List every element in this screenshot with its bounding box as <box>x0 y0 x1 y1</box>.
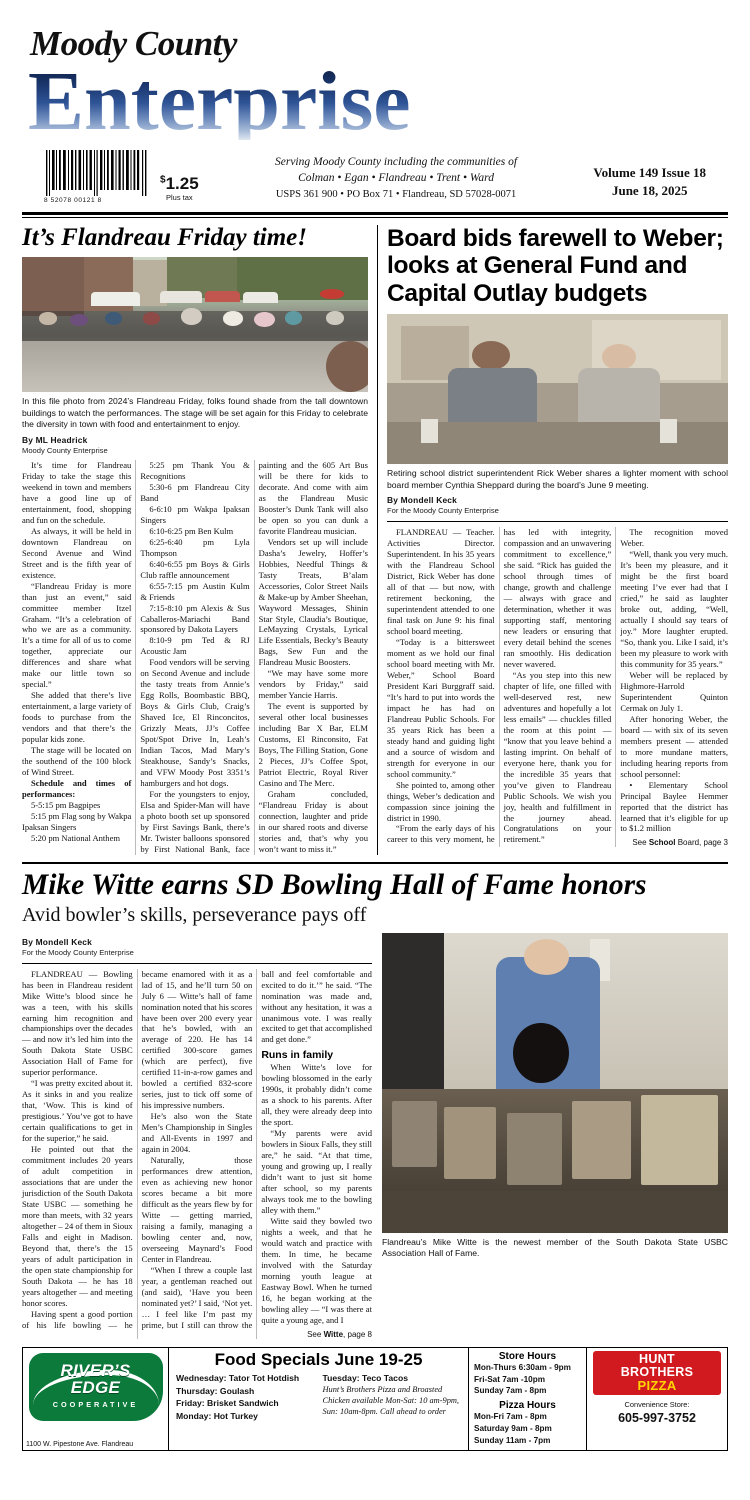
paragraph: When Witte’s love for bowling blossomed in the early 1990s, it probably didn’t come as a shock to his parents. After all, they were already deep into the sport. <box>261 1062 372 1128</box>
paragraph: Weber will be replaced by Highmore-Harrold Superintendent Quinton Cermak on July 1. <box>620 669 728 713</box>
school-board-byline: By Mondell Keck <box>387 495 458 506</box>
paragraph: Graham concluded, “Flandreau Friday is about connection, laughter and pride in our shared roots and diverse stories and, that’s why you won’t want to miss it.” <box>258 789 368 854</box>
paragraph: “My parents were avid bowlers in Sioux Falls, they still are,” he said. “At that time, young and growing up, I really didn’t want to just sit home after school, so my parents always took me to the bowling alley with them.” <box>261 1128 372 1216</box>
volume-block <box>593 164 728 200</box>
witte-photo <box>382 933 728 1233</box>
paragraph: The event is supported by several other local businesses including Bar X Bar, ELM Customs, El Rinconsito, Fat Boys, The Filling Station, Gone 2 Pieces, JJ’s Coffee Spot, Patriot Electric, Royal River Casino and The Merc. <box>258 701 368 789</box>
paragraph: FLANDREAU — Bowling has been in Flandreau resident Mike Witte’s blood since he was a teen, with his skills earning him recognition and championships over the decades — and now it’s led him into the South Dakota State USBC Association Hall of Fame for superior performance. <box>22 968 133 1078</box>
schedule-item: 6:25-6:40 pm Lyla Thompson <box>140 536 250 558</box>
rivers-edge-logo <box>23 1348 168 1439</box>
store-hours-line: Fri-Sat 7am -10pm <box>474 1374 545 1384</box>
pizza-hours-line: Sunday 11am - 7pm <box>474 1436 551 1446</box>
special-item-tuesday: Tuesday: Teco Tacos <box>322 1373 408 1384</box>
paragraph: “We may have some more vendors by Friday,” said member Yancie Harris. <box>258 668 368 701</box>
flandreau-friday-caption: In this file photo from 2024’s Flandreau Friday, folks found shade from the tall downtown buildings to watch the performances. The stage will be set again for this Friday to celebrate the diversity in town with food and entertainment to enjoy. <box>22 396 368 430</box>
paragraph: Naturally, those performances drew attention, even as achieving new honor scores became a bit more difficult as the years flew by for Witte — getting married, raising a family, managing a bowling center and, now, overseeing Maynard’s Food Center in Flandreau. <box>141 1155 253 1264</box>
flandreau-friday-byline: By ML Headrick <box>22 435 88 446</box>
schedule-item: 5:30-6 pm Flandreau City Band <box>140 481 250 503</box>
jump-prefix: See <box>632 838 649 848</box>
hunt-logo-line3: PIZZA <box>637 1377 677 1393</box>
school-board-photo <box>387 314 728 464</box>
paragraph: He pointed out that the commitment includes 20 years of adult competition in associations that are under the jurisdiction of the South Dakota State USBC — something he more than meets, with 32 years altogether – 24 of them in Sioux Falls and eight in Madison. Beyond that, there’s the 15 years of adult participation in the open state championship for South Dakota — he has 18 years altogether — and meeting honor scores. <box>22 1144 133 1308</box>
pizza-hours-line: Saturday 9am - 8pm <box>474 1424 552 1434</box>
article-mike-witte <box>22 870 728 1339</box>
witte-headline: Mike Witte earns SD Bowling Hall of Fame honors <box>22 868 647 901</box>
flandreau-friday-byline-org: Moody County Enterprise <box>22 446 108 456</box>
price-value: 1.25 <box>165 174 199 194</box>
serving-line-3: USPS 361 900 • PO Box 71 • Flandreau, SD 57028-0071 <box>275 188 517 200</box>
school-board-headline: Board bids farewell to Weber; looks at General Fund and Capital Outlay budgets <box>387 224 724 307</box>
witte-byline-rule <box>22 963 372 964</box>
paragraph: “Well, thank you very much. It’s been my pleasure, and it might be the first board meeting I’ve ever had that I cried,” he said as laughter broke out, adding, “Well, actually I should say tears of joy.” More laughter erupted. “So, thank you. Like I said, it’s been my pleasure to work with this community for 35 years.” <box>620 549 728 669</box>
school-board-byline-rule <box>387 521 728 522</box>
paragraph: “Today is a bittersweet moment as we hold our final school board meeting with Mr. Weber,” School Board President Kari Burggraff said. “It’s hard to put into words the impact he has had on Flandreau Public Schools. For 35 years Rick has been a steady hand and guiding light and a source of wisdom and strength for everyone in our school community.” <box>387 637 495 779</box>
pizza-hours-title: Pizza Hours <box>499 1400 556 1412</box>
price-block <box>160 175 199 202</box>
flandreau-friday-body <box>22 460 368 855</box>
rivers-edge-name-line2: EDGE <box>70 1378 121 1397</box>
convenience-store-label: Convenience Store: <box>624 1399 690 1409</box>
barcode <box>44 150 148 204</box>
paragraph: She added that there’s live entertainment, a large variety of foods to purchase from the vendors and that there’s the popular kids zone. <box>22 690 132 745</box>
paragraph: As always, it will be held in downtown Flandreau on Second Avenue and Wind Street and is the fifth year of existence. <box>22 525 132 580</box>
price-tax-note: Plus tax <box>165 193 193 203</box>
witte-jumpline[interactable] <box>261 1330 372 1339</box>
paragraph: The recognition moved Weber. <box>620 527 728 549</box>
schedule-item: 5:20 pm National Anthem <box>31 832 121 843</box>
hunt-logo-line2: BROTHERS <box>620 1364 694 1379</box>
flandreau-friday-headline: It’s Flandreau Friday time! <box>22 223 307 251</box>
special-item: Monday: Hot Turkey <box>176 1410 258 1421</box>
schedule-item: 5-5:15 pm Bagpipes <box>31 799 101 810</box>
schedule-heading: Schedule and times of performances: <box>22 778 132 799</box>
phone-number[interactable]: 605-997-3752 <box>618 1410 696 1425</box>
volume-issue: Volume 149 Issue 18 <box>593 164 706 180</box>
serving-block <box>209 155 584 202</box>
special-item: Thursday: Goulash <box>176 1385 255 1396</box>
schedule-item: 6:55-7:15 pm Austin Kulm & Friends <box>140 580 250 602</box>
paragraph: After honoring Weber, the board — with six of its seven members present — attended to more mundane matters, including hearing reports from school personnel: <box>620 713 728 779</box>
witte-body <box>22 969 372 1339</box>
schedule-item: 6:40-6:55 pm Boys & Girls Club raffle announcement <box>140 558 250 580</box>
hunt-brothers-logo <box>593 1351 721 1395</box>
paragraph: “From the early days of his career to this very moment, he has led with integrity, compassion and an unwavering commitment to excellence,” she said. “Rick has guided the school through times of change, growth and challenge — always with grace and determination, whether it was supporting staff, mentoring new leaders or ensuring that every detail behind the scenes ran smoothly. His dedication never wavered. <box>387 527 612 845</box>
paragraph: She pointed to, among other things, Weber’s dedication and compassion since joining the district in 1990. <box>387 779 495 823</box>
witte-caption: Flandreau’s Mike Witte is the newest member of the South Dakota State USBC Association Hall of Fame. <box>381 1236 728 1259</box>
ad-hunt-brothers-panel <box>587 1348 727 1450</box>
jump-bold: School <box>648 838 676 848</box>
paragraph: For the youngsters to enjoy, Elsa and Spider-Man will have a photo booth set up sponsored by First Savings Bank, there’s Mr. Twister balloons sponsored by First National Bank, face painting and the 605 Art Bus will be there for kids to decorate. And come with aim as the Flandreau Music Booster’s Dunk Tank will also be open so you can dunk a favorite Flandreau musician. <box>140 459 368 854</box>
special-item: Friday: Brisket Sandwich <box>176 1398 279 1409</box>
masthead <box>22 0 728 210</box>
witte-section-heading: Runs in family <box>261 1049 334 1062</box>
witte-byline-org: For the Moody County Enterprise <box>22 947 134 957</box>
paragraph: “As you step into this new chapter of life, one filled with well-deserved rest, new adventures and hopefully a lot less emails” — chuckles filled the room at this point — “know that you leave behind a lasting imprint. On behalf of everyone here, thank you for the incredible 35 years that you’ve given to Flandreau Public Schools. We wish you joy, health and fulfillment in the journey ahead. Congratulations on your retirement.” <box>503 669 612 845</box>
price-currency: $ <box>160 174 166 186</box>
ad-hours-panel <box>469 1348 587 1450</box>
rivers-edge-address: 1100 W. Pipestone Ave. Flandreau <box>26 1440 134 1448</box>
article-flandreau-friday <box>22 225 378 855</box>
food-specials-left-column <box>176 1372 315 1422</box>
paragraph: “Flandreau Friday is more than just an event,” said committee member Itzel Graham. “It’s a celebration of who we are as a community. It’s a time for all of us to come together, appreciate our differences and share what make our little town so special.” <box>22 580 132 690</box>
hunt-logo-line1: HUNT <box>639 1352 675 1367</box>
paragraph: FLANDREAU — Teacher. Activities Director. Superintendent. In his 35 years with the Flandreau School District, Rick Weber has done all of that — but now, with retirement beckoning, the superintendent attended to one final task on June 9: his final school board meeting. <box>387 527 495 637</box>
barcode-icon <box>44 150 148 196</box>
witte-content-row <box>22 933 728 1339</box>
rivers-edge-wordmark <box>23 1362 168 1397</box>
witte-byline: By Mondell Keck <box>22 936 93 947</box>
paragraph: “I was pretty excited about it. As it sinks in and you realize that, ‘Wow. This is kind of prestigious.’ You’ve got to have certain qualifications to get in for the superior,” he said. <box>22 1078 133 1144</box>
barcode-digits: 8 52078 00121 8 <box>44 197 102 205</box>
school-board-byline-org: For the Moody County Enterprise <box>387 506 499 516</box>
masthead-rule-thick <box>22 212 728 215</box>
schedule-item: 6:10-6:25 pm Ben Kulm <box>149 525 234 536</box>
schedule-item: 7:15-8:10 pm Alexis & Sus Caballeros-Mariachi Band sponsored by Dakota Layers <box>140 602 250 635</box>
section-divider-1 <box>22 862 728 864</box>
jump-suffix: Board, page 3 <box>675 838 728 848</box>
jump-prefix: See <box>307 1329 324 1339</box>
masthead-overline: Moody County <box>30 24 237 63</box>
jump-suffix: , page 8 <box>343 1329 372 1339</box>
serving-line-2: Colman • Egan • Flandreau • Trent • Ward <box>298 172 494 184</box>
school-board-caption: Retiring school district superintendent Rick Weber shares a lighter moment with school board member Cynthia Sheppard during the board’s June 9 meeting. <box>387 468 728 490</box>
flandreau-friday-photo <box>22 257 368 392</box>
schedule-item: 6-6:10 pm Wakpa Ipaksan Singers <box>140 503 250 525</box>
paragraph: • Elementary School Principal Baylee Hemmer reported that the district has learned that it’s eligible for up to $1.2 million <box>620 779 728 834</box>
top-section <box>22 225 728 855</box>
store-hours-title: Store Hours <box>498 1350 557 1362</box>
paragraph: “When I threw a couple last year, a gentleman reached out (and said), ‘Have you been nominated yet?’ I said, ‘Not yet. … I feel like I’m past my prime, but I still can throw the ball and feel comfortable and excited to do it.’” he said. “The nomination was made and, without any hesitation, it was a unanimous vote. I was really excited to get that accomplished and get done.” <box>141 968 372 1330</box>
masthead-info-bar <box>22 150 728 210</box>
witte-text-block <box>22 933 372 1339</box>
paragraph: Having spent a good portion of his life bowling — he became enamored with it as a lad of 15, and he’ll turn 50 on July 6 — Witte’s hall of fame nomination noted that his scores have been over 200 every year that he’s bowled, with an average of 220. He has 14 certified 300-score games (which are perfect), five certified 11-in-a-row games and bowled a certified 832-score series, just to tick off some of his impressive numbers. <box>22 968 253 1330</box>
advertisement-rivers-edge[interactable] <box>22 1347 728 1451</box>
pizza-hours-line: Mon-Fri 7am - 8pm <box>474 1412 547 1422</box>
ad-food-specials <box>169 1348 469 1450</box>
schedule-item: 5:15 pm Flag song by Wakpa Ipaksan Singers <box>22 810 132 832</box>
food-specials-columns <box>176 1372 461 1422</box>
witte-photo-block <box>382 933 728 1339</box>
paragraph: It’s time for Flandreau Friday to take the stage this weekend in town and members have a good line up of entertainment, food, shopping and fun on the schedule. <box>22 459 132 525</box>
store-hours-line: Sunday 7am - 8pm <box>474 1386 547 1396</box>
schedule-item: 5:25 pm Thank You & Recognitions <box>140 459 250 481</box>
serving-line-1: Serving Moody County including the communities of <box>274 156 518 169</box>
schedule-item: 8:10-9 pm Ted & RJ Acoustic Jam <box>140 635 250 657</box>
paragraph: He’s also won the State Men’s Championship in Singles and All-Events in 1997 and again in 2004. <box>141 1111 253 1155</box>
school-board-jumpline[interactable] <box>620 838 728 847</box>
masthead-rule-thin <box>22 217 728 218</box>
school-board-body <box>387 527 728 847</box>
paragraph: The stage will be located on the southend of the 100 block of Wind Street. <box>22 745 132 778</box>
ad-rivers-edge-logo-panel <box>23 1348 169 1450</box>
issue-date: June 18, 2025 <box>611 183 688 199</box>
rivers-edge-name-line1: RIVER’S <box>60 1360 131 1380</box>
food-specials-right-column <box>323 1372 462 1422</box>
store-hours-line: Mon-Thurs 6:30am - 9pm <box>474 1362 571 1372</box>
rivers-edge-coop-label: COOPERATIVE <box>52 1399 139 1409</box>
jump-bold: Witte <box>323 1329 344 1339</box>
special-note: Hunt’s Brothers Pizza and Broasted Chicken available Mon-Sat: 10 am-9pm, Sun: 10am-8pm. Call ahead to order <box>322 1384 460 1416</box>
paragraph: Witte said they bowled two nights a week, and that he would watch and practice with them. In time, he became involved with the Saturday morning youth league at Eastway Bowl. When he turned 16, he began working at the bowling alley — “I was there at quite a young age, and I <box>261 1215 372 1325</box>
article-school-board <box>378 225 728 855</box>
witte-subheadline: Avid bowler’s skills, perseverance pays off <box>22 903 367 926</box>
paragraph: Food vendors will be serving on Second Avenue and include the tasty treats from Annie’s Egg Rolls, Boombastic BBQ, Boys & Girls Club, Craig’s Shaved Ice, El Rinconcitos, Grizzly Meats, JJ’s Coffee Spot/Spot Drive In, Leah’s Indian Tacos, Mad Mary’s Steakhouse, Sandy’s Snacks, and VFW Moody Post 3351’s hamburgers and hot dogs. <box>140 657 250 789</box>
masthead-title: Enterprise <box>28 63 728 140</box>
paragraph: Vendors set up will include Dasha’s Jewelry, Hoffer’s Hobbies, Needful Things & Tasty Treats, B’alam Accessories, Color Street Nails & Make-up by Amber Sheehan, Wayword Messages, Shinin Star Style, Claudia’s Boutique, LeMayzing Crystals, Lyrical Life Essentials, Becky’s Beauty Bags, Sew Fun and the Flandreau Music Boosters. <box>258 536 368 668</box>
special-item: Wednesday: Tator Tot Hotdish <box>176 1373 300 1384</box>
price-amount <box>160 175 199 192</box>
food-specials-title: Food Specials June 19-25 <box>214 1349 423 1369</box>
